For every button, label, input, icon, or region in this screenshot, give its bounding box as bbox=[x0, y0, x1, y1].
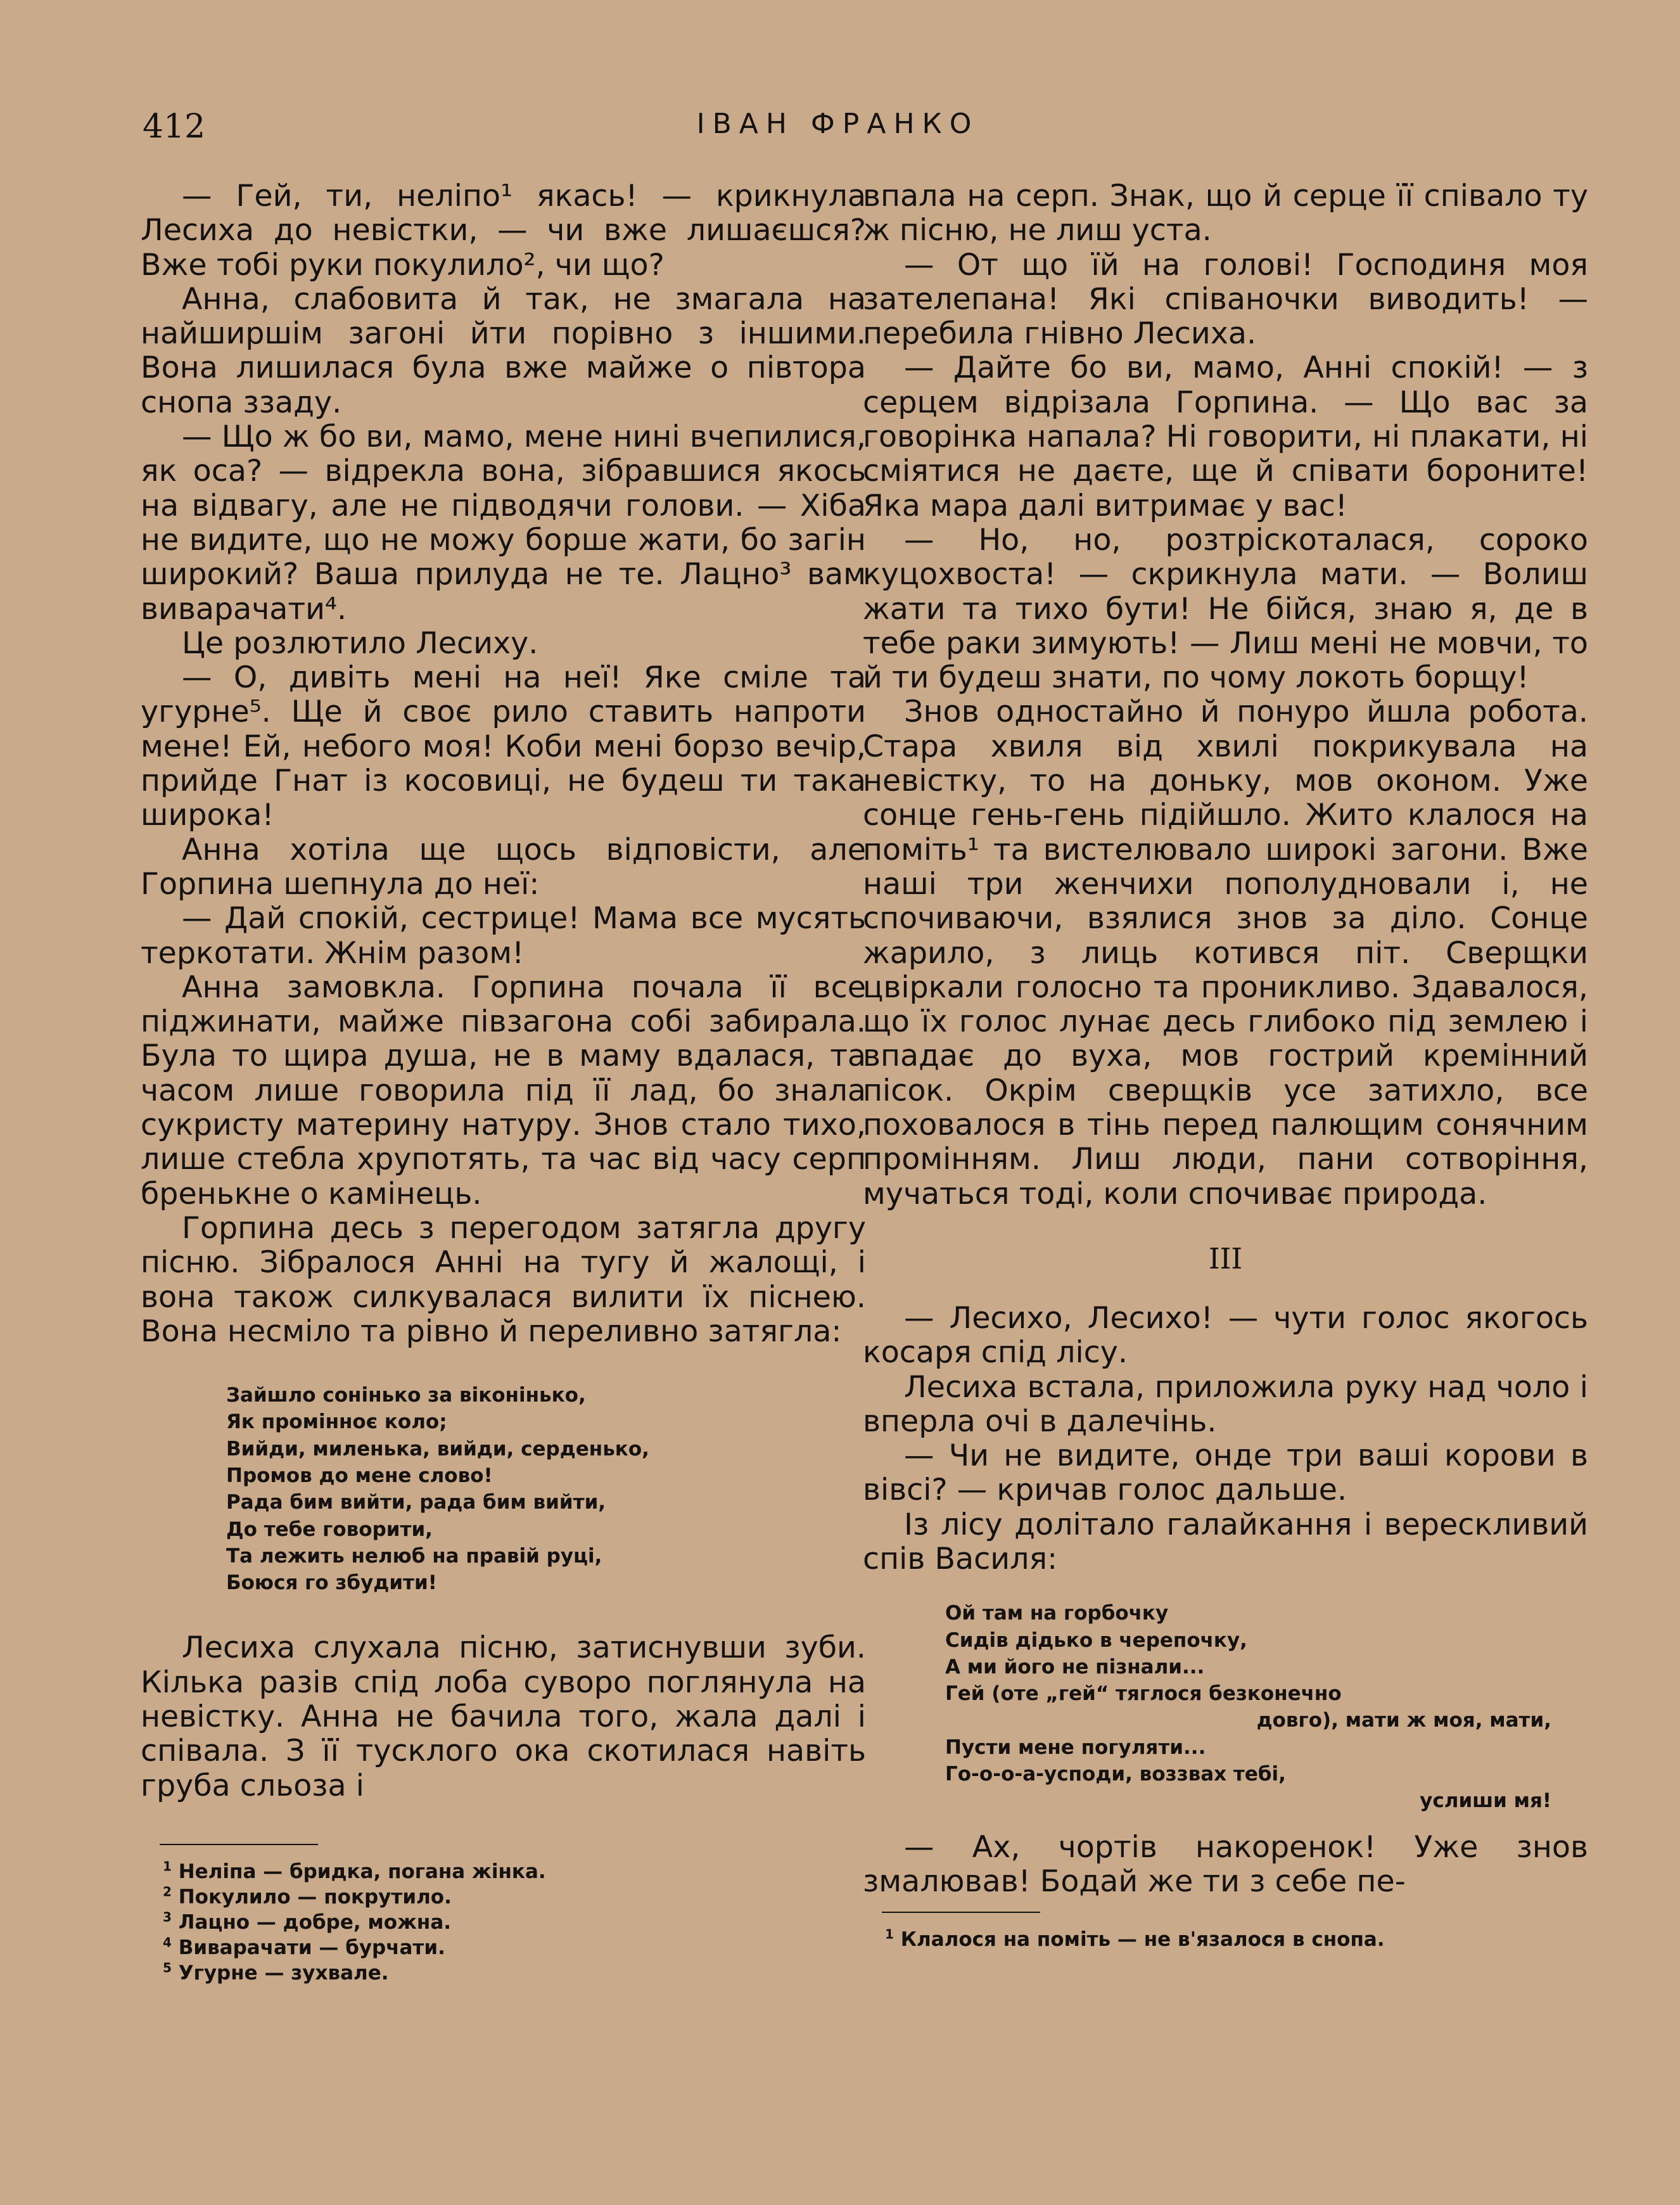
footnote: $^2$ Покулило — покрутило. bbox=[163, 1884, 452, 1908]
footnotes bbox=[863, 1927, 1588, 1952]
paragraph: — Ах, чортів накоренок! Уже знов змалював! Бодай же ти з себе пе- bbox=[863, 1829, 1588, 1899]
section-number: III bbox=[1208, 1241, 1243, 1275]
paragraph: — От що їй на голові! Господиня моя зателепана! Які співаночки виводить! — перебила гнівно Лесиха. bbox=[863, 247, 1588, 352]
paragraph: — Дай спокій, сестрице! Мама все мусять теркотати. Жнім разом! bbox=[141, 901, 866, 971]
paragraph: Анна хотіла ще щось відповісти, але Горпина шепнула до неї: bbox=[141, 832, 866, 902]
page-header bbox=[143, 108, 1533, 152]
verse-line: услиши мя! bbox=[1420, 1789, 1551, 1813]
verse-line: Го-о-о-а-усподи, воззвах тебі, bbox=[945, 1763, 1286, 1786]
song-verse bbox=[863, 1600, 1588, 1814]
verse-line: Та лежить нелюб на правій руці, bbox=[226, 1544, 602, 1568]
paragraph: — О, дивіть мені на неї! Яке сміле та угурне⁵. Ще й своє рило ставить напроти мене! Ей, небого моя! Коби мені борзо вечір, прийде Гнат із косовиці, не будеш ти така широка! bbox=[141, 660, 866, 833]
paragraph: впала на серп. Знак, що й серце її співало ту ж пісню, не лиш уста. bbox=[863, 179, 1588, 248]
verse-line: Як промінноє коло; bbox=[226, 1410, 447, 1434]
page-number: 412 bbox=[143, 108, 206, 146]
verse-line: Пусти мене погуляти... bbox=[945, 1735, 1206, 1759]
running-title: ІВАН ФРАНКО bbox=[696, 108, 979, 140]
paragraph: — Гей, ти, неліпо¹ якась! — крикнула Лесиха до невістки, — чи вже лишаєшся? Вже тобі руки покулило², чи що? bbox=[141, 179, 866, 283]
verse-line: довго), мати ж моя, мати, bbox=[1256, 1709, 1551, 1732]
footnote-divider bbox=[160, 1844, 318, 1845]
paragraph: — Но, но, розтріскоталася, сороко куцохвоста! — скрикнула мати. — Волиш жати та тихо бути! Не бійся, знаю я, де в тебе раки зимують! — Лиш мені не мовчи, то й ти будеш знати, по чому локоть борщу! bbox=[863, 522, 1588, 696]
paragraph: — Чи не видите, онде три ваші корови в вівсі? — кричав голос дальше. bbox=[863, 1438, 1588, 1508]
paragraph: — Що ж бо ви, мамо, мене нині вчепилися, як оса? — відрекла вона, зібравшися якось на відвагу, але не підводячи голови. — Хіба не видите, що не можу борше жати, бо загін широкий? Ваша прилуда не те. Лацно³ вам виварачати⁴. bbox=[141, 419, 866, 627]
paragraph: Знов одностайно й понуро йшла робота. Стара хвиля від хвилі покрикувала на невістку, то на доньку, мов оконом. Уже сонце гень-гень підійшло. Жито клалося на поміть¹ та вистелювало широкі загони. Вже наші три женчихи пополудновали і, не спочиваючи, взялися знов за діло. Сонце жарило, з лиць котився піт. Сверщки цвіркали голосно та проникливо. Здавалося, що їх голос лунає десь глибоко під землею і впадає до вуха, мов гострий кремінний пісок. Окрім сверщків усе затихло, все поховалося в тінь перед палющим сонячним промінням. Лиш люди, пани сотворіння, мучаться тоді, коли спочиває природа. bbox=[863, 694, 1588, 1211]
left-column bbox=[141, 179, 866, 1986]
verse-line: Вийди, миленька, вийди, серденько, bbox=[226, 1437, 649, 1460]
verse-line: Боюся го збудити! bbox=[226, 1571, 437, 1595]
verse-line: Ой там на горбочку bbox=[945, 1602, 1169, 1625]
paragraph: Анна замовкла. Горпина почала її все піджинати, майже півзагона собі забирала. Була то щира душа, не в маму вдалася, та часом лише говорила під її лад, бо знала сукристу материну натуру. Знов стало тихо, лише стебла хрупотять, та час від часу серп бренькне о камінець. bbox=[141, 969, 866, 1211]
verse-line: Зайшло сонінько за віконінько, bbox=[226, 1384, 586, 1407]
verse-line: А ми його не пізнали... bbox=[945, 1655, 1205, 1678]
verse-line: Гей (оте „гей“ тяглося безконечно bbox=[945, 1682, 1342, 1706]
verse-line: Сидів дідько в черепочку, bbox=[945, 1628, 1247, 1652]
footnote: $^3$ Лацно — добре, можна. bbox=[163, 1909, 452, 1934]
paragraph: Це розлютило Лесиху. bbox=[182, 625, 538, 661]
verse-line: Рада бим вийти, рада бим вийти, bbox=[226, 1491, 606, 1514]
song-verse bbox=[141, 1382, 866, 1596]
footnote: $^1$ Клалося на поміть — не в'язалося в снопа. bbox=[885, 1926, 1385, 1952]
paragraph: Лесиха встала, приложила руку над чоло і вперла очі в далечінь. bbox=[863, 1369, 1588, 1439]
right-column bbox=[863, 179, 1588, 1952]
footnotes bbox=[141, 1859, 866, 1986]
paragraph: Лесиха слухала пісню, затиснувши зуби. Кілька разів спід лоба суворо поглянула на невістку. Анна не бачила того, жала далі і співала. З її тусклого ока скотилася навіть груба сльоза і bbox=[141, 1630, 866, 1803]
paragraph: Із лісу долітало галайкання і верескливий спів Василя: bbox=[863, 1507, 1588, 1576]
paragraph: — Дайте бо ви, мамо, Анні спокій! — з серцем відрізала Горпина. — Що вас за говорінка напала? Ні говорити, ні плакати, ні сміятися не даєте, ще й співати бороните! Яка мара далі витримає у вас! bbox=[863, 350, 1588, 523]
paragraph: Горпина десь з перегодом затягла другу пісню. Зібралося Анні на тугу й жалощі, і вона також силкувалася вилити їх піснею. Вона несміло та рівно й переливно затягла: bbox=[141, 1210, 866, 1349]
footnote-divider bbox=[882, 1912, 1040, 1913]
paragraph: Анна, слабовита й так, не змагала на найширшім загоні йти порівно з іншими. Вона лишилася була вже майже о півтора снопа ззаду. bbox=[141, 281, 866, 420]
paragraph: — Лесихо, Лесихо! — чути голос якогось косаря спід лісу. bbox=[863, 1300, 1588, 1371]
verse-line: До тебе говорити, bbox=[226, 1518, 433, 1541]
footnote: $^1$ Неліпа — бридка, погана жінка. bbox=[163, 1858, 546, 1883]
footnote: $^4$ Виварачати — бурчати. bbox=[163, 1934, 445, 1959]
verse-line: Промов до мене слово! bbox=[226, 1464, 493, 1487]
footnote: $^5$ Угурне — зухвале. bbox=[163, 1960, 389, 1984]
